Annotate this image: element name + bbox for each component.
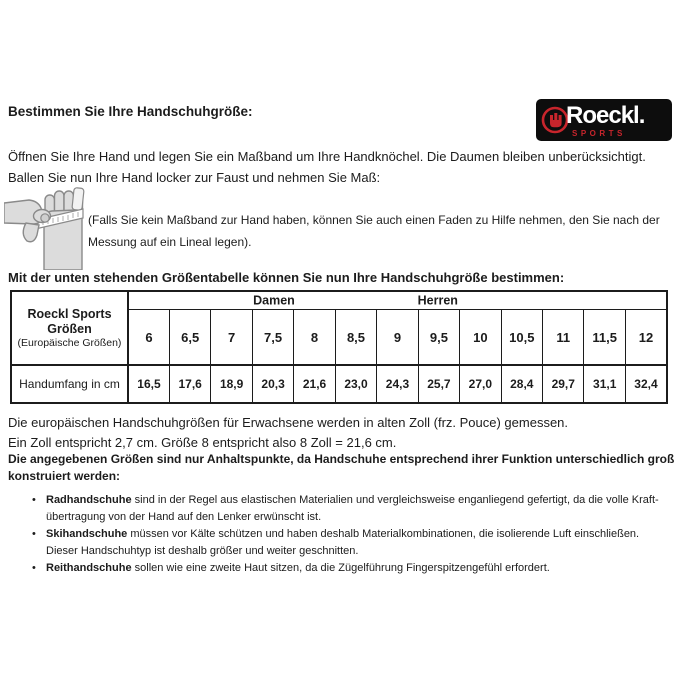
- list-item-line: übertragung von der Hand auf den Lenker erwünscht ist.: [46, 511, 322, 523]
- circumference-cell: 31,1: [584, 365, 625, 403]
- page-title: Bestimmen Sie Ihre Handschuhgröße:: [8, 104, 253, 119]
- size-cell: 6,5: [169, 310, 210, 366]
- paragraph-line: Ballen Sie nun Ihre Hand locker zur Faust und nehmen Sie Maß:: [8, 170, 381, 185]
- circumference-cell: 24,3: [377, 365, 418, 403]
- damen-group-label: Damen: [253, 292, 295, 307]
- paragraph-line: Die europäischen Handschuhgrößen für Erwachsene werden in alten Zoll (frz. Pouce) gemessen.: [8, 415, 569, 430]
- size-cell: 11,5: [584, 310, 625, 366]
- group-header-row: [11, 291, 667, 310]
- roeckl-logo: [536, 99, 672, 141]
- size-cell: 7,5: [252, 310, 293, 366]
- herren-group-label: Herren: [417, 292, 458, 307]
- list-item-line: [46, 526, 677, 543]
- list-item-text: sollen wie eine zweite Haut sitzen, da die Zügelführung Fingerspitzengefühl erfordert.: [131, 562, 550, 574]
- list-item-radhandschuhe: [32, 492, 677, 526]
- size-cell: 12: [625, 310, 667, 366]
- circumference-row-label: Handumfang in cm: [11, 365, 128, 403]
- paragraph-line: (Falls Sie kein Maßband zur Hand haben, können Sie auch einen Faden zu Hilfe nehmen, den Sie nach der: [88, 213, 660, 227]
- circumference-cell: 27,0: [460, 365, 501, 403]
- circumference-cell: 25,7: [418, 365, 459, 403]
- table-corner-label: [11, 291, 128, 365]
- circumference-cell: 21,6: [294, 365, 335, 403]
- circumference-cell: 32,4: [625, 365, 667, 403]
- size-cell: 6: [128, 310, 169, 366]
- brand-wordmark: Roeckl.: [566, 102, 645, 129]
- circumference-cell: 16,5: [128, 365, 169, 403]
- size-cell: 10: [460, 310, 501, 366]
- gender-group-header: [128, 291, 667, 310]
- list-item-line: [46, 560, 677, 577]
- size-cell: 9: [377, 310, 418, 366]
- list-item-skihandschuhe: [32, 526, 677, 560]
- bullet-icon: •: [32, 494, 36, 506]
- glove-types-list: [32, 492, 677, 577]
- list-item-line: [46, 492, 677, 509]
- circumference-cell: 18,9: [211, 365, 252, 403]
- measure-instructions: [8, 146, 646, 188]
- brand-subtitle: SPORTS: [572, 129, 626, 138]
- list-item-text: müssen vor Kälte schützen und haben deshalb Materialkombinationen, die isolierende Luft einschließen.: [127, 528, 640, 540]
- circumference-cell: 23,0: [335, 365, 376, 403]
- paragraph-line: Messung auf ein Lineal legen).: [88, 235, 252, 249]
- size-cell: 8,5: [335, 310, 376, 366]
- circumference-cell: 29,7: [543, 365, 584, 403]
- list-item-keyword: Radhandschuhe: [46, 494, 132, 506]
- size-cell: 8: [294, 310, 335, 366]
- table-heading: Mit der unten stehenden Größentabelle können Sie nun Ihre Handschuhgröße bestimmen:: [8, 270, 565, 285]
- paragraph-line: konstruiert werden:: [8, 468, 121, 483]
- list-item-keyword: Skihandschuhe: [46, 528, 128, 540]
- list-item-keyword: Reithandschuhe: [46, 562, 132, 574]
- size-cell: 9,5: [418, 310, 459, 366]
- list-item-text: sind in der Regel aus elastischen Materialien und vergleichsweise enganliegend gefertigt, da die volle Kraft-: [131, 494, 659, 506]
- row-label-line: Roeckl Sports: [27, 306, 112, 321]
- circumference-cell: 20,3: [252, 365, 293, 403]
- size-cell: 7: [211, 310, 252, 366]
- circumference-cell: 28,4: [501, 365, 542, 403]
- paragraph-line: Die angegebenen Größen sind nur Anhaltspunkte, da Handschuhe entsprechend ihrer Funktion unterschiedlich groß: [8, 452, 675, 466]
- row-label-line: Größen: [47, 321, 92, 336]
- bullet-icon: •: [32, 562, 36, 574]
- list-item-reithandschuhe: [32, 560, 677, 577]
- paragraph-line: Ein Zoll entspricht 2,7 cm. Größe 8 entspricht also 8 Zoll = 21,6 cm.: [8, 435, 397, 450]
- bullet-icon: •: [32, 528, 36, 540]
- tape-alternative-note: [88, 209, 660, 253]
- circumference-cell: 17,6: [169, 365, 210, 403]
- size-cell: 10,5: [501, 310, 542, 366]
- hand-measuring-illustration: [4, 186, 88, 270]
- construction-note: [8, 451, 674, 484]
- size-cell: 11: [543, 310, 584, 366]
- size-table: [10, 290, 668, 404]
- paragraph-line: Öffnen Sie Ihre Hand und legen Sie ein Maßband um Ihre Handknöchel. Die Daumen bleiben unberücksichtigt.: [8, 149, 646, 164]
- row-label-line: (Europäische Größen): [17, 336, 122, 349]
- circumference-row: [11, 365, 667, 403]
- list-item-line: Dieser Handschuhtyp ist deshalb größer und weiter geschnitten.: [46, 545, 359, 557]
- zoll-explanation: [8, 413, 568, 453]
